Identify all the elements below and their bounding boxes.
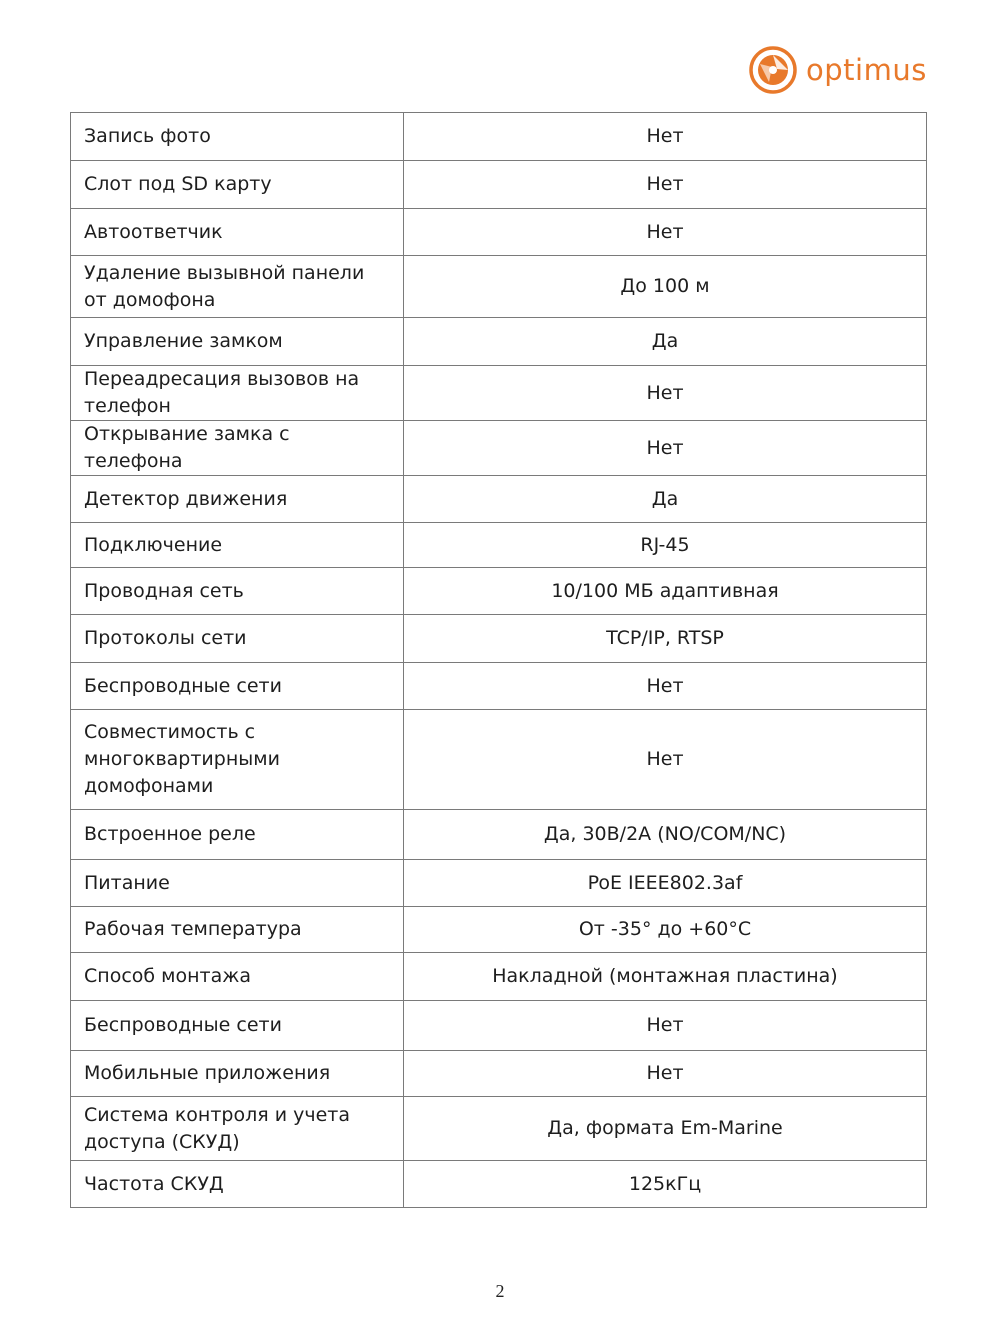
spec-key: Совместимость с многоквартирными домофонами [71, 710, 404, 810]
table-row [71, 256, 927, 318]
brand-logo [748, 44, 927, 96]
table-row [71, 953, 927, 1001]
table-row [71, 810, 927, 860]
spec-value: Нет [404, 161, 927, 209]
spec-value: RJ-45 [404, 523, 927, 568]
spec-value: Да [404, 476, 927, 523]
spec-value: Нет [404, 113, 927, 161]
spec-value: Нет [404, 366, 927, 421]
spec-key: Детектор движения [71, 476, 404, 523]
spec-key: Удаление вызывной панели от домофона [71, 256, 404, 318]
spec-value: Нет [404, 209, 927, 256]
table-row [71, 113, 927, 161]
table-row [71, 710, 927, 810]
spec-value: PoE IEEE802.3af [404, 860, 927, 907]
spec-value: 125кГц [404, 1161, 927, 1208]
table-row [71, 1161, 927, 1208]
spec-value: Да, формата Em-Marine [404, 1097, 927, 1161]
spec-value: TCP/IP, RTSP [404, 615, 927, 663]
table-row [71, 1001, 927, 1051]
spec-key: Открывание замка с телефона [71, 421, 404, 476]
spec-value: До 100 м [404, 256, 927, 318]
spec-value: Нет [404, 1001, 927, 1051]
table-row [71, 663, 927, 710]
spec-key: Частота СКУД [71, 1161, 404, 1208]
spec-value: Да [404, 318, 927, 366]
table-row [71, 568, 927, 615]
spec-key: Беспроводные сети [71, 663, 404, 710]
brand-name: optimus [806, 52, 927, 87]
spec-value: Нет [404, 421, 927, 476]
spec-value: Накладной (монтажная пластина) [404, 953, 927, 1001]
specs-table [70, 112, 927, 1208]
table-row [71, 1051, 927, 1097]
table-row [71, 523, 927, 568]
table-row [71, 615, 927, 663]
spec-key: Встроенное реле [71, 810, 404, 860]
spec-value: Нет [404, 710, 927, 810]
table-row [71, 366, 927, 421]
table-row [71, 476, 927, 523]
spec-key: Питание [71, 860, 404, 907]
spec-value: 10/100 МБ адаптивная [404, 568, 927, 615]
spec-key: Система контроля и учета доступа (СКУД) [71, 1097, 404, 1161]
table-row [71, 161, 927, 209]
spec-key: Беспроводные сети [71, 1001, 404, 1051]
spec-value: Нет [404, 663, 927, 710]
table-row [71, 318, 927, 366]
spec-value: Нет [404, 1051, 927, 1097]
table-row [71, 1097, 927, 1161]
spec-key: Протоколы сети [71, 615, 404, 663]
spec-key: Рабочая температура [71, 907, 404, 953]
spec-key: Слот под SD карту [71, 161, 404, 209]
table-row [71, 860, 927, 907]
spec-key: Запись фото [71, 113, 404, 161]
aperture-icon [748, 45, 798, 95]
table-row [71, 907, 927, 953]
spec-key: Управление замком [71, 318, 404, 366]
spec-key: Мобильные приложения [71, 1051, 404, 1097]
page-number: 2 [495, 1281, 505, 1301]
spec-key: Проводная сеть [71, 568, 404, 615]
spec-key: Подключение [71, 523, 404, 568]
spec-key: Способ монтажа [71, 953, 404, 1001]
spec-value: Да, 30В/2А (NO/COM/NC) [404, 810, 927, 860]
table-row [71, 209, 927, 256]
spec-value: От -35° до +60°С [404, 907, 927, 953]
table-row [71, 421, 927, 476]
spec-key: Автоответчик [71, 209, 404, 256]
spec-key: Переадресация вызовов на телефон [71, 366, 404, 421]
